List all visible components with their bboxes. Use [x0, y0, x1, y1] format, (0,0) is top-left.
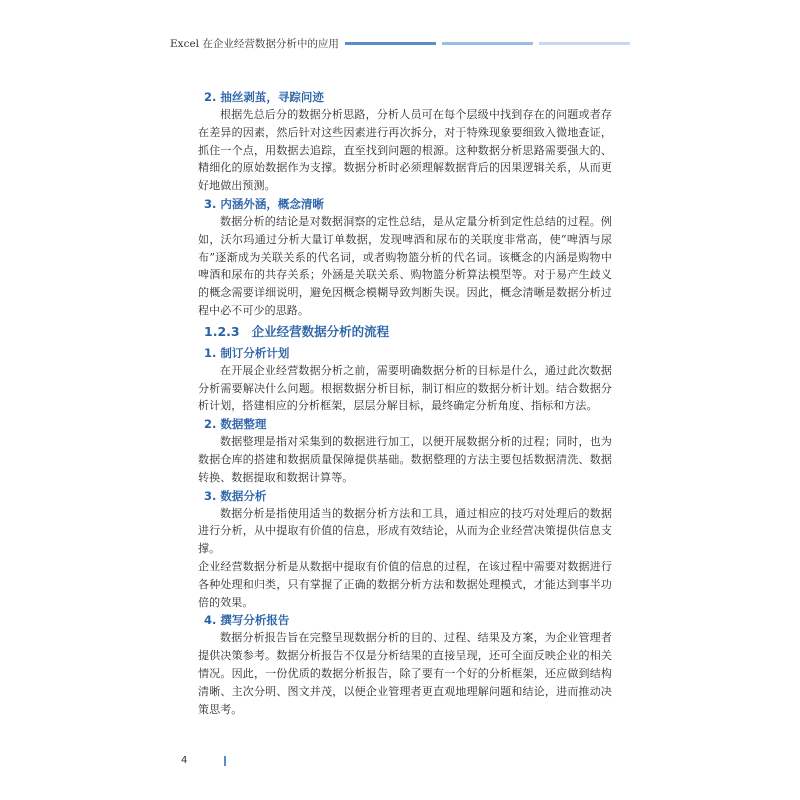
- running-header: [170, 36, 630, 50]
- subsection-heading: 2. 数据整理: [204, 417, 267, 432]
- subsection-heading: 3. 数据分析: [204, 488, 267, 503]
- body-paragraph: 企业经营数据分析是从数据中提取有价值的信息的过程，在该过程中需要对数据进行各种处理和归类，只有掌握了正确的数据分析方法和数据处理模式，才能达到事半功倍的效果。: [198, 559, 612, 609]
- page-body: [198, 88, 612, 718]
- subsection-heading: 3. 内涵外涵，概念清晰: [204, 196, 324, 211]
- header-decor-bar: [442, 42, 533, 45]
- body-paragraph: 数据整理是指对采集到的数据进行加工，以便开展数据分析的过程；同时，也为数据仓库的搭建和数据质量保障提供基础。数据整理的方法主要包括数据清洗、数据转换、数据提取和数据计算等。: [198, 435, 612, 484]
- body-paragraph: 根据先总后分的数据分析思路，分析人员可在每个层级中找到存在的问题或者存在差异的因素，然后针对这些因素进行再次拆分，对于特殊现象要细致入微地查证，抓住一个点，用数据去追踪，直至找到问题的根源。这种数据分析思路需要强大的、精细化的原始数据作为支撑。数据分析时必须理解数据背后的因果逻辑关系，从而更好地做出预测。: [198, 108, 612, 193]
- subsection-heading: 4. 撰写分析报告: [204, 613, 290, 628]
- body-paragraph: 在开展企业经营数据分析之前，需要明确数据分析的目标是什么，通过此次数据分析需要解决什么问题。根据数据分析目标，制订相应的数据分析计划。结合数据分析计划，搭建相应的分析框架，层层分解目标，最终确定分析角度、指标和方法。: [198, 363, 612, 413]
- section-number: 1.2.3: [204, 323, 240, 339]
- subsection-heading: 1. 制订分析计划: [204, 345, 290, 360]
- footer-accent-mark: [224, 756, 226, 766]
- header-title: Excel 在企业经营数据分析中的应用: [170, 37, 339, 50]
- body-paragraph: 数据分析的结论是对数据洞察的定性总结，是从定量分析到定性总结的过程。例如，沃尔玛通过分析大量订单数据，发现啤酒和尿布的关联度非常高，使“啤酒与尿布”逐渐成为关联关系的代名词，或者购物篮分析的代名词。该概念的内涵是购物中啤酒和尿布的共存关系；外涵是关联关系、购物篮分析算法模型等。对于易产生歧义的概念需要详细说明，避免因概念模糊导致判断失误。因此，概念清晰是数据分析过程中必不可少的思路。: [198, 214, 612, 317]
- body-paragraph: 数据分析是指使用适当的数据分析方法和工具，通过相应的技巧对处理后的数据进行分析，从中提取有价值的信息，形成有效结论，从而为企业经营决策提供信息支撑。: [198, 506, 612, 556]
- subsection-heading: 2. 抽丝剥茧，寻踪问迹: [204, 90, 324, 104]
- page-number: 4: [181, 755, 188, 766]
- section-title: 企业经营数据分析的流程: [251, 323, 390, 339]
- body-paragraph: 数据分析报告旨在完整呈现数据分析的目的、过程、结果及方案，为企业管理者提供决策参考。数据分析报告不仅是分析结果的直接呈现，还可全面反映企业的相关情况。因此，一份优质的数据分析报告，除了要有一个好的分析框架，还应做到结构清晰、主次分明、图文并茂，以便企业管理者更直观地理解问题和结论，进而推动决策思考。: [198, 631, 612, 716]
- section-heading: [198, 320, 612, 344]
- header-decor-bar: [345, 42, 436, 45]
- header-decor-bar: [539, 42, 630, 45]
